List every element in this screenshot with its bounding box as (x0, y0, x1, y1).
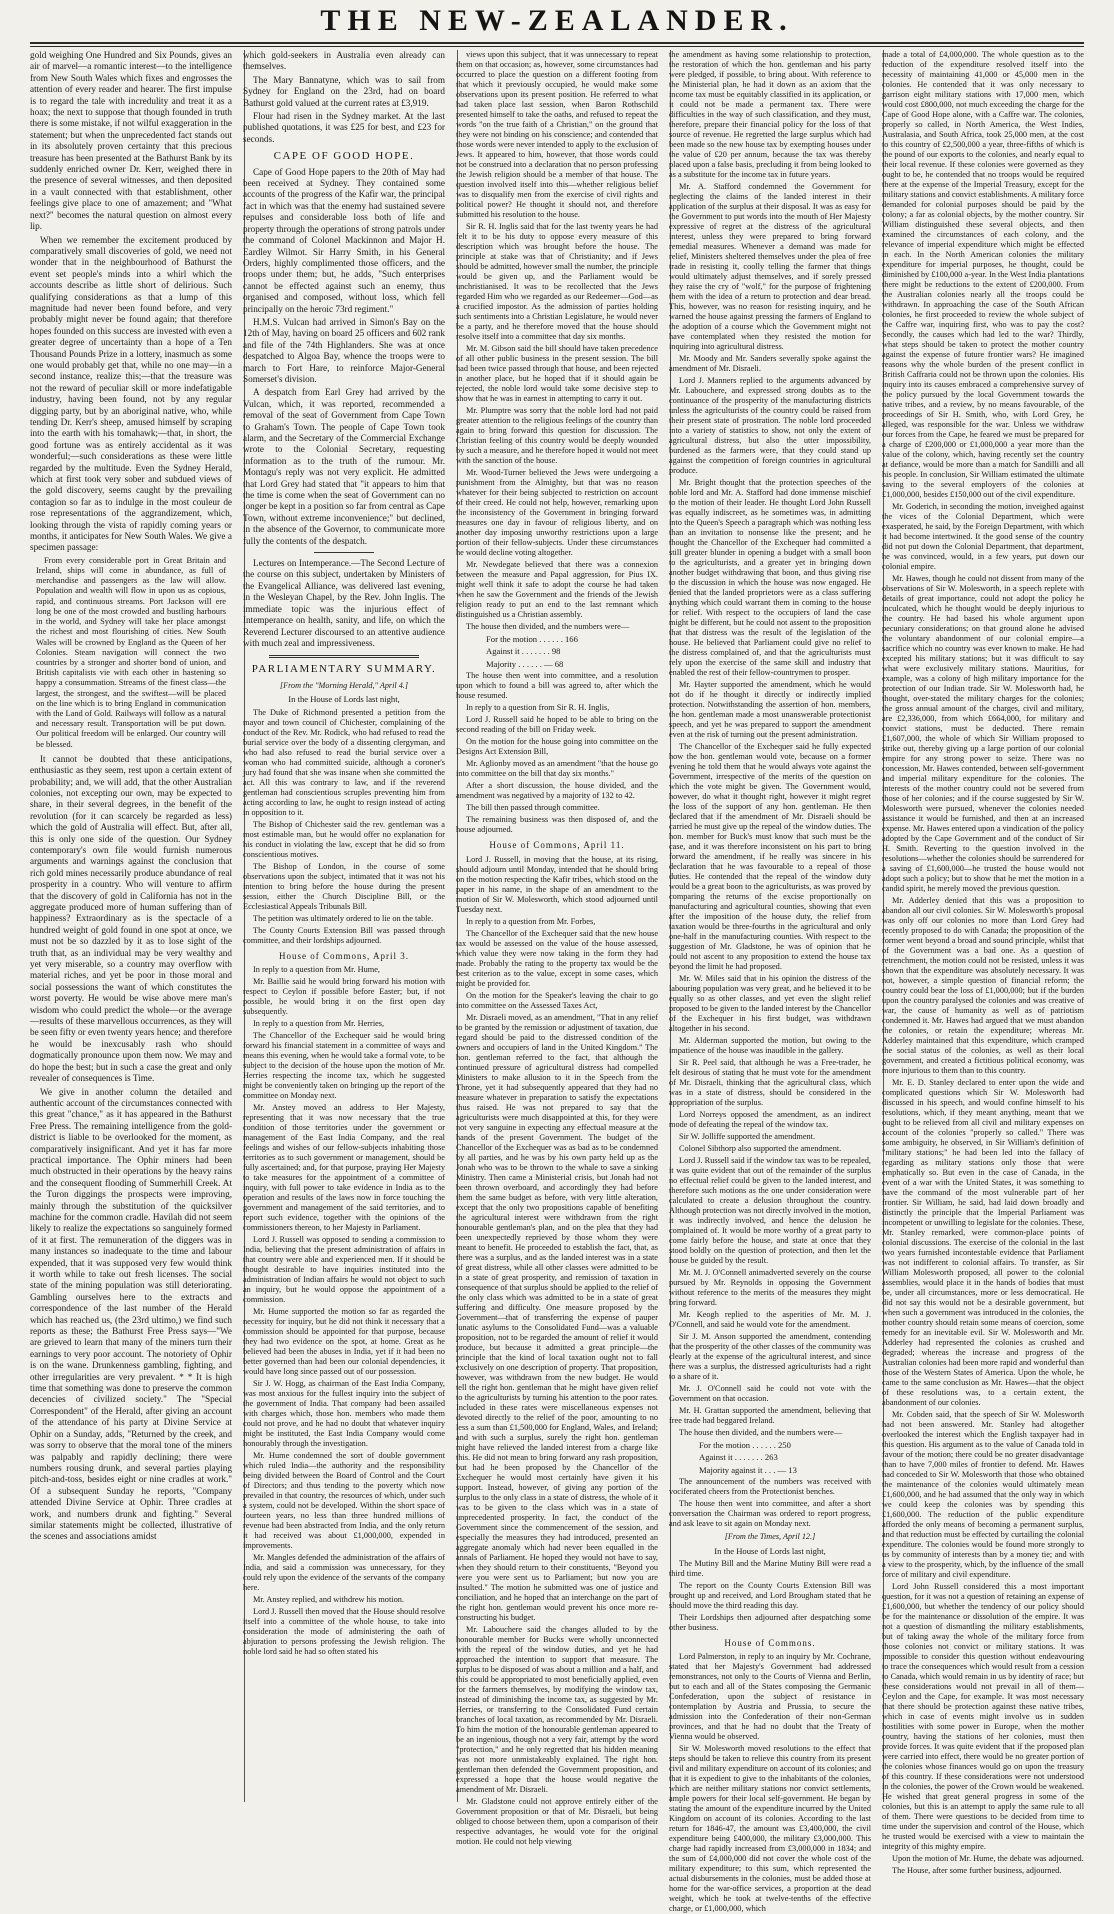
subsection-heading: House of Commons. (724, 1638, 816, 1649)
paragraph: Mr. Plumptre was sorry that the noble lord had not paid greater attention to the religious feelings of the country than again to bring forward this question for discussion. The Christian feeling of this country would be deeply wounded by such a measure, and he therefore hoped it would not meet with the sanction of the house. (456, 406, 658, 465)
paragraph: Mr. Cobden said, that the speech of Sir W. Molesworth had not been answered. Mr. Stanley had altogether overlooked the interest which the English taxpayer had in this question. His argument as to the value of Canada told in favour of the motion; there could be no greater disadvantage than to have 7,000 miles of frontier to defend. Mr. Hawes had conceded to Sir W. Molesworth that those who obtained the maintenance of the colonies would ultimately mean £1,600,000, and he had assumed that the only way in which we could keep the colonies was by spending this £1,600,000. The reduction of the public expenditure afforded the only means of becoming a permanent surplus, and that reduction must be effected by curtailing the colonial expenditure. The colonies would be found more strongly to us by community of interests than by a money tie; and with a view to the prosperity, which, by the influence of the small force of military and civil expenditure. (882, 1410, 1084, 1579)
column-4 (669, 50, 871, 1914)
column-1 (30, 50, 232, 1802)
division-result: Against it . . . . . . . 98 (486, 646, 561, 657)
paragraph: A despatch from Earl Grey had arrived by the Vulcan, which, it was reported, recommended a removal of the seat of Government from Cape Town to Graham's Town. The people of Cape Town took alarm, and the Secretary of the Commercial Exchange wrote to the Colonial Secretary, requesting information as to the truth of the rumour. Mr. Montagu's reply was not very explicit. He admitted that Lord Grey had stated that "it appears to him that the time is come when the seat of Government can no longer be kept in a position so far from central as Cape Town, without extreme inconvenience;" but declined, in the absence of the Governor, to communicate more fully the contents of the despatch. (243, 387, 445, 546)
paragraph: Flour had risen in the Sydney market. At the last published quotations, it was £25 for best, and £23 for seconds. (243, 111, 445, 144)
paragraph: Lord J. Russell said he hoped to be able to bring on the second reading of the bill on Friday week. (456, 715, 658, 735)
paragraph: On the motion for the Speaker's leaving the chair to go into committee on the Assessed Taxes Act, (456, 990, 658, 1010)
paragraph: Mr. A. Stafford condemned the Government for neglecting the claims of the landed interest in their application of the surplus at their disposal. It was as easy for the Government to put words into the mouth of Her Majesty expressive of regret at the distress of the agricultural interest, unless they were prepared to bring forward remedial measures. Whenever a demand was made for relief, Ministers sheltered themselves under the plea of free trade in resisting it, coolly telling the farmer that things would ultimately adjust themselves, and if sorely pressed they raise the cry of "wolf," for the purpose of frightening them with the idea of a return to protection and dear bread. This, however, was no reason for resisting inquiry, and he warned the house against pressing the farmers of England to the adoption of a course which the Government might not have contemplated when they resisted the motion for inquiring into agricultural distress. (669, 182, 871, 351)
paragraph: made a total of £4,000,000. The whole question as to the reduction of the expenditure resolved itself into the necessity of maintaining 41,000 or 45,000 men in the colonies. He contended that it was only necessary to garrison eight military stations with 17,000 men, which would cost £800,000, not much exceeding the charge for the Cape of Good Hope alone, with a Caffre war. The colonies, properly so called, in North America, the West Indies, Australasia, and South Africa, took 25,000 men, at the cost to this country of £2,500,000 a year, three-fifths of which is the pound of our exports to the colonies, and nearly equal to their local revenue. If these colonies were governed as they ought to be, he contended that no troops would be required there at the expense of the Imperial Treasury, except for the military stations and convict establishments. A military force demanded for colonial purposes should be paid by the colony; a far as colonial objects, by the mother country. Sir William distinguished these several objects, and then examined the circumstances of each colony, and the relevance of imperial expenditure which might be effected in each. In the North American colonies the military expenditure for imperial purposes, he thought, could be diminished by £100,000 a-year. In the West India plantations there might be reductions to the extent of £200,000. From the Australian colonies nearly all the troops could be withdrawn. In approaching the case of the South African colonies, he first proceeded to review the whole subject of the Caffre war, inquiring first, who was to pay the cost? Secondly, the causes which had led to the war? Thirdly, what steps should be taken to protect the mother country against the expense of future frontier wars? He imagined reasons why the whole burden of the present conflict in British Caffraria could not be thrown upon the colonies. His inquiry into its causes embraced a comprehensive survey of the policy pursued by the local Government towards the native tribes, and a review, by no means favourable, of the proceedings of Sir H. Smith, who, with Lord Grey, he alleged, was responsible for the war. Unless we withdraw our forces from the Cape, he feared we must be prepared for a charge of £200,000 or £1,000,000 a year more than the value of the colony, which, having recently set the country at defiance, would be more than a match for Sandilli and all his people. In conclusion, Sir William estimated the ultimate saving to the several employers of the colonies at £1,000,000, besides £150,000 out of the civil expenditure. (882, 50, 1084, 499)
paragraph: Mr. H. Grattan supported the amendment, believing that free trade had beggared Ireland. (669, 1406, 871, 1425)
column-2 (243, 50, 445, 1802)
section-separator (314, 552, 374, 553)
paragraph: Sir J. M. Anson supported the amendment, contending that the prosperity of the other classes of the community was clearly at the expense of the agricultural interest, and since there was a surplus, the distressed agriculturists had a right to a share of it. (669, 1332, 871, 1381)
division-result: Majority against it . . . — 13 (699, 1464, 797, 1475)
column-5 (882, 50, 1084, 1875)
paragraph: Colonel Sibthorp also supported the amendment. (679, 1144, 842, 1153)
paragraph: In reply to a question from Sir R. H. Inglis, (466, 703, 610, 713)
paragraph: Mr. Hayter supported the amendment, which he would not do if he thought it directly or indirectly implied protection. Notwithstanding the assertion of hon. members, the hon. gentleman made a most unanswerable protectionist speech, and yet he was prepared to support the amendment even at the risk of turning out the present administration. (669, 680, 871, 739)
masthead (0, 0, 1114, 40)
paragraph: Mr. J. O'Connell said he could not vote with the Government on that occasion. (669, 1384, 871, 1403)
paragraph: The Bishop of Chichester said the rev. gentleman was a most estimable man, but he would offer no explanation for his conduct in violating the law, except that he did so from conscientious motives. (243, 819, 445, 859)
paragraph: The petition was ultimately ordered to lie on the table. (253, 913, 434, 923)
paragraph: Mr. Aglionby moved as an amendment "that the house go into committee on the bill that day six months." (456, 759, 658, 779)
paragraph: It cannot be doubted that these anticipations, enthusiastic as they seem, rest upon a certain extent of probability; and, we will add, that the other Australian colonies, not excepting our own, may be expected to share, in their several degrees, in the benefit of the revolution (for it can scarcely be regarded as less) which the gold of Australia will effect. But, after all, this is only one side of the question. Our Sydney contemporary's own file would furnish numerous arguments and warnings against the conclusion that rich gold mines necessarily produce abundance of real prosperity in a country. Who will venture to affirm that the discovery of gold in California has not in the aggregate produced more of human suffering than of happiness? Extraordinary as is the spectacle of a hundred weight of gold found in one spot at once, we must not be so dazzled by it as to lose sight of the truth that, as an individual may be very wealthy and yet very miserable, so a country may overflow with material riches, and yet be poor in those moral and social possessions the want of which constitutes the worst poverty. He would be wise above mere man's wisdom who could predict the whole—or the average—results of these marvellous occurrences, as they will be seen fifty or even twenty years hence; and therefore he would be inexcusably rash who should dogmatically pronounce upon them now. We may and do hope the best; but in such a case the great and only revealer of consequences is Time. (30, 753, 232, 1084)
paragraph: The County Courts Extension Bill was passed through committee, and their lordships adjourned. (243, 925, 445, 945)
paragraph: On the motion for the house going into committee on the Designs Act Extension Bill, (456, 737, 658, 757)
paragraph: Mr. E. D. Stanley declared to enter upon the wide and complicated questions which Sir W. Molesworth had discussed in his speech, and would confine himself to his resolutions, which, if they meant anything, meant that we ought to be relieved from all civil and military expenses on account of the colonies "properly so called." There was some ambiguity, he observed, in Sir William's definition of "military stations;" he had been led into the fallacy of regarding as military stations only those that were emphatically so. But even in the case of Canada, in the event of a war with the United States, it was something to have the command of the most vulnerable part of her frontier. Sir William, he said, had laid down broadly and distinctly the principle that the Imperial Parliament was incompetent or unwilling to legislate for the colonies. These, Mr. Stanley remarked, were common-place points of colonial discussions. The exercise of the colonial in the last two years furnished incontestable evidence that Parliament was not indifferent to colonial affairs. To transfer, as Sir William Molesworth proposed, all power to the colonial assemblies, would place it in the hands of bodies that must be, under all circumstances, more or less democratical. He did not say this would not be a desirable government, but when such a government was introduced in the colonies, the mother country should retain some means of coercion, some remedy for an inevitable evil. Sir W. Molesworth and Mr. Adderley had represented the colonies as crushed and degraded; whereas the increase and progress of the Australian colonies had been more rapid and wonderful than those of the Western States of America. Upon the whole, he came to the same conclusion as Mr. Hawes—that the object of these resolutions was, to a certain extent, the abandonment of our colonies. (882, 1078, 1084, 1407)
columns (30, 50, 1084, 1914)
paragraph: Mr. Keogh replied to the asperities of Mr. M. J. O'Connell, and said he would vote for the amendment. (669, 1310, 871, 1329)
paragraph: Lectures on Intemperance.—The Second Lecture of the course on this subject, undertaken by Ministers of the Evangelical Alliance, was delivered last evening, in the Wesleyan Chapel, by the Rev. John Inglis. The immediate topic was the injurious effect of Intemperance on health, sanity, and life, on which the Reverend Lecturer discoursed to an attentive audience with much zeal and impressiveness. (243, 558, 445, 648)
paragraph: Mr. Mangles defended the administration of the affairs of India, and said a commission was unnecessary, for they could rely upon the evidence of the servants of the company here. (243, 1552, 445, 1592)
paragraph: Lord Palmerston, in reply to an inquiry by Mr. Cochrane, stated that her Majesty's Government had addressed remonstrances, not only to the Courts of Vienna and Berlin, but to each and all of the States composing the Germanic Confederation, upon the subject of resistance in contemplation by Austria and Prussia, to secure the admission into the Confederation of their non-German provinces, and that he had no doubt that the Treaty of Vienna would be observed. (669, 1652, 871, 1742)
paragraph: Sir R. Peel said, that although he was a Free-trader, he felt desirous of stating that he must vote for the amendment of Mr. Disraeli, thinking that the agricultural class, which was in a state of distress, should be considered in the appropriation of the surplus. (669, 1058, 871, 1107)
division-result: Against it . . . . . . . 263 (699, 1452, 778, 1463)
paragraph: The bill then passed through committee. (466, 803, 600, 813)
paragraph: The Duke of Richmond presented a petition from the mayor and town council of Chichester, complaining of the conduct of the Rev. Mr. Rodick, who had refused to read the burial service over the body of a dissenting clergyman, and who had also refused to read the burial service over a woman who had committed suicide, although a coroner's jury had found that she was insane when she committed the act. All this was contrary to law, and if the reverend gentleman had conscientious scruples preventing him from acting according to law, he ought to resign instead of acting in opposition to it. (243, 707, 445, 817)
paragraph: Sir W. Molesworth moved resolutions to the effect that steps should be taken to relieve this country from its present civil and military expenditure on account of its colonies; and that it is expedient to give to the inhabitants of the colonies, which are neither military stations nor convict settlements, ample powers for their local self-government. He began by stating the amount of the expenditure incurred by the United Kingdom on account of its colonies. According to the last return for 1846-47, the amount was £3,400,000, the civil expenditure being £400,000, the military £3,000,000. This charge had rapidly increased from £3,000,000 in 1834; and the sum of £4,000,000 did not cover the whole cost of the military expenditure; to this sum, which represented the actual disbursements in the colonies, must be added those at home for the war-office services, a proportion at the dead weight, which he took at twelve-tenths of the effective charge, or £1,000,000, which (669, 1744, 871, 1914)
paragraph: Mr. W. Miles said that in his opinion the distress of the labouring population was very great, and he believed it to be equally so as other classes, and yet even the slight relief proposed to be given to the landed interest by the Chancellor of the Exchequer in his first budget, was withdrawn altogether in his second. (669, 974, 871, 1033)
paragraph: Mr. Bright thought that the protection speeches of the noble lord and Mr. A. Stafford had done immense mischief to the motion of their leader. He thought Lord John Russell was equally indiscreet, as he sometimes was, in admitting into the Queen's Speech a paragraph which was nothing less than an invitation to nonsense like the present; and he thought the Chancellor of the Exchequer had committed a still greater blunder in opening a budget with a small boon to the agriculturists, and a greater yet in bringing down another budget withdrawing that boon, and thus giving rise to the discussion in which the house was now engaged. He denied that the landed proprietors were as a class suffering anything which could warrant them in coming to the house for relief. With respect to the occupiers of land the case might be different, but he could not assent to the proposition that that distress was the result of the legislation of the house. He believed that Parliament could give no relief to the distress complained of, and that the agriculturists must rely upon the exercise of the same skill and industry that enabled the rest of their fellow-countrymen to prosper. (669, 478, 871, 677)
subhead: In the House of Lords last night, (288, 694, 400, 705)
subsection-heading: House of Commons, April 11. (489, 840, 625, 851)
column-3 (456, 50, 658, 1846)
double-separator (269, 655, 419, 658)
paragraph: The remaining business was then disposed of, and the house adjourned. (456, 815, 658, 835)
paragraph: Lord John Russell considered this a most important question, for it was not a question of retaining an expense of £1,600,000, but whether the tendency of our policy should be for the maintenance or dissolution of the empire. It was not a question of dismantling the military establishments, but of taking away the whole of the military force from those colonies not convict or military stations. It was impossible to consider this question without endeavouring to trace the consequences which would result from a cession to Canada, which would remain in us by identity of race; but these considerations would not prevail in all of them—Ceylon and the Cape, for example. It was most necessary that there should be protection against these native tribes, which in case of events might involve us in sudden hostilities with some power in Europe, when the mother country, having the stations of her colonies, must then provide forces. It was quite evident that if the proposed plan were carried into effect, there would be no greater portion of the colonies whose finances would go on upon the treasury of this country. If these considerations were not understood in the colonies, the power of the Crown would be weakened. He wished that great general progress in some of the colonies, but this is an attempt to apply the same rule to all of them. There were questions to be decided from time to time under the supervision and control of the House, which he trusted would be exercised with a view to maintain the integrity of this mighty empire. (882, 1582, 1084, 1851)
paragraph: The House, after some further business, adjourned. (892, 1866, 1062, 1875)
paragraph: The house then went into committee, and a resolution upon which to found a bill was agreed to, after which the house resumed. (456, 671, 658, 701)
paragraph: Mr. Disraeli moved, as an amendment, "That in any relief to be granted by the remission or adjustment of taxation, due regard should be paid to the distressed condition of the owners and occupiers of land in the United Kingdom." The hon. gentleman referred to the fact, that although the continued pressure of agricultural distress had compelled Ministers to make allusion to it in the Speech from the Throne, yet it had subsequently appeared that they had no measure whatever in preparation to satisfy the expectations thus raised. He was not prepared to say that the agriculturists were much disappointed at this, for they were not very sanguine in expecting any effectual measure at the hands of the present Government. The budget of the Chancellor of the Exchequer was as bad as to be condemned by all parties, and he was by his own party held up as the Jonah who was to be thrown to the whale to save a sinking Ministry. Then came a Ministerial crisis, but Jonah had not been thrown overboard, and accordingly they had before them the same budget as before, with very little alteration, except that the only two propositions capable of benefiting the agricultural interest were withdrawn from the right honourable gentleman's plan, and on the plea that they had been unexpectedly reprieved by those whom they were meant to benefit. He proceeded to establish the fact, that, as there was a surplus, and as the landed interest was in a state of great distress, while all other classes were admitted to be in a state of great prosperity, and remission of taxation in consequence of that surplus should be applied to the relief of the only class which was admitted to be in a state of great suffering and difficulty. One measure proposed by the Government—that of transferring the expense of pauper lunatic asylums to the Consolidated Fund—was a valuable proposition, not to be regarded the amount of relief it would produce, but because it admitted a great principle—the principle that the kind of local taxation ought not to fall exclusively on one description of property. That proposition, however, was withdrawn from the new budget. He would tell the right hon. gentleman that he might have given relief to the agriculturists by turning his attention to the poor rates. Included in these rates were miscellaneous expenses not devoted directly to the relief of the poor, amounting to no less a sum than £1,500,000 for England, Wales, and Ireland; and with such a surplus, surely the right hon. gentleman might have relieved the landed interest from a charge like this. He did not mean to bring forward any rash proposition, but had he been proposed by the Chancellor of the Exchequer he would most certainly have given it his support. Instead, however, of giving any portion of the surplus to the only class in a state of distress, the whole of it was to be given to the class which was in a state of unprecedented prosperity. In fact, the conduct of the Government since the commencement of the session, and especially the measures they had introduced, presented an aggregate anomaly which had never been equalled in the annals of Parliament. He hoped they would not have to say, when they should return to their constituents, "Beyond you were you were sent us to Parliament; but now you are insulted." The motion he submitted was one of justice and conciliation, and he hoped that an interchange on the part of the right hon. gentleman would prevent his once more re-constructing his budget. (456, 1012, 658, 1622)
paragraph: Mr. Adderley denied that this was a proposition to abandon all our civil colonies. Sir W. Molesworth's proposal was only off our colonies no more than Lord Grey had recently proposed to do with Canada; the proposition of the former went beyond a broad and sound principle, whilst that of the Government was a bad one. As a question of retrenchment, the motion could not be resisted, unless it was shown that the expenditure was absolutely necessary. It was not, however, a simple question of financial reform; the country could bear the loss of £1,000,000; but if the burden upon the country paralysed the colonies and was creative of war, the cause of humanity as well as of patriotism condemned it. Mr. Hawes had argued that we must abandon the colonies, or retain the expenditure; whereas Mr. Adderley maintained that this expenditure, which cramped the social status of the colonies, as well as their local government, and created a fictitious political economy, was more injurious to them than to this country. (882, 896, 1084, 1075)
paragraph: Mr. M. Gibson said the bill should have taken precedence of all other public business in the present session. The bill had been twice passed through that house, and been rejected in another place, but he hoped that if it should again be rejected, the noble lord would take some decisive step to show that he was in earnest in attempting to carry it out. (456, 344, 658, 403)
paragraph: Mr. Moody and Mr. Sanders severally spoke against the amendment of Mr. Disraeli. (669, 354, 871, 373)
paragraph: Mr. Goderich, in seconding the motion, inveighed against the vices of the Colonial Department, which were exasperated, he said, by the Foreign Department, with which it had become intertwined. It the good sense of the country did not put down the Colonial Department, that department, he was convinced, would, in a few years, put down our colonial empire. (882, 502, 1084, 571)
paragraph: Their Lordships then adjourned after despatching some other business. (669, 1613, 871, 1633)
paragraph: Lord J. Russell then moved that the House should resolve itself into a committee of the whole house, to take into consideration the mode of administering the oath of abjuration to persons professing the Jewish religion. The noble lord said he had so often stated his (243, 1606, 445, 1656)
paragraph: The house then went into committee, and after a short conversation the Chairman was ordered to report progress, and ask leave to sit again on Monday next. (669, 1499, 871, 1529)
paragraph: The Mary Bannatyne, which was to sail from Sydney for England on the 23rd, had on board Bathurst gold valued at the current rates at £3,919. (243, 74, 445, 108)
paragraph: Cape of Good Hope papers to the 20th of May had been received at Sydney. They contained some accounts of the progress of the Kafir war, the principal fact in which was that the enemy had sustained severe repulses and considerable loss both of life and property through the operations of strong patrols under the command of Colonel Mackinnon and Major H. Eardley Wilmot. Sir Harry Smith, in his General Orders, highly complimented those officers, and the troops under them; but, he adds, "Such enterprises cannot be effected against such an enemy, thus organised and composed, without loss, which fell principally on the heroic 73rd regiment." (243, 166, 445, 314)
source-byline: [From the "Morning Herald," April 4.] (279, 680, 409, 690)
paragraph: Lord J. Manners replied to the arguments advanced by Mr. Labouchere, and expressed strong doubts as to the continuance of the prosperity of the manufacturing districts unless the agriculturists of the country could be raised from their present state of prostration. The noble lord proceeded into a variety of statistics to show, not only the extent of agricultural distress, but also the utter impossibility, burdened as the farmers were, that they could stand up against the competition of foreign countries in agricultural produce. (669, 376, 871, 475)
source-byline: [From the Times, April 12.] (724, 1532, 816, 1542)
paragraph: Mr. Labouchere said the changes alluded to by the honourable member for Bucks were wholly unconnected with the repeal of the window duties, and yet he had approached the intention to support that measure. The surplus to be disposed of was about a million and a half, and this could be appropriated to most beneficially applied, even for the farmers themselves, by modifying the window tax, instead of diminishing the income tax, as suggested by Mr. Herries, or transferring to the Consolidated Fund certain branches of local taxation, as recommended by Mr. Disraeli. To him the motion of the honourable gentleman appeared to be an ingenious, though not a very fair, attempt by the word "protection," and he only regretted that his hidden meaning was not more unmistakeably explained. The right hon. gentleman then defended the Government proposition, and expressed a hope that the house would negative the amendment of Mr. Disraeli. (456, 1624, 658, 1794)
paragraph: Mr. Wood-Turner believed the Jews were undergoing a punishment from the Almighty, but that was no reason whatever for their being subjected to restriction on account of their creed. He could not help, however, remarking upon the inconsistency of the Government in bringing forward measures one day in favour of religious liberty, and on another day imposing unworthy restrictions upon a large portion of their fellow-subjects. Under these circumstances he would decline voting altogether. (456, 468, 658, 557)
division-result: Majority . . . . . . — 68 (486, 658, 564, 669)
paragraph: Mr. Hume condemned the sort of double government which ruled India—the authority and the responsibility being divided between the Board of Control and the Court of Directors; and thus tending to the poverty which now prevailed in that country, the resources of which, under such a system, could not be developed. Within the short space of fourteen years, no less than three hundred millions of revenue had been abstracted from India, and the only return it had received was about £1,000,000, expended in improvements. (243, 1450, 445, 1550)
paragraph: Mr. Anstey moved an address to Her Majesty, representing that it was now necessary that the true condition of those territories under the government or management of the East India Company, and the real feelings and wishes of our fellow-subjects inhabiting those territories as to such government or management, should be fully ascertained; and, for that purpose, praying Her Majesty to take measures for the appointment of a committee of inquiry, with full power to take evidence in India as to the operation and results of the laws now in force touching the government and management of the said territories, and to report such evidence, together with the opinions of the commissioners thereon, to her Majesty in Parliament. (243, 1102, 445, 1232)
division-result: For the motion . . . . . . 250 (699, 1440, 791, 1450)
paragraph: Mr. Gladstone could not approve entirely either of the Government proposition or that of Mr. Disraeli, but being obliged to choose between them, upon a comparison of their respective advantages, he would vote for the original motion. He could not help viewing (456, 1796, 658, 1846)
paragraph: The Mutiny Bill and the Marine Mutiny Bill were read a third time. (669, 1559, 871, 1579)
paragraph: Lord J. Russell, in moving that the house, at its rising, should adjourn until Monday, intended that he should bring on the motion respecting the Kafir tribes, which stood on the paper in his name, in the shape of an amendment to the motion of Sir W. Molesworth, which stood adjourned until Tuesday next. (456, 854, 658, 914)
paragraph: After a short discussion, the house divided, and the amendment was negatived by a majority of 132 to 42. (456, 781, 658, 801)
paragraph: The report on the County Courts Extension Bill was brought up and received, and Lord Brougham stated that he should move the third reading this day. (669, 1581, 871, 1611)
paragraph: In reply to a question from Mr. Hume, (253, 964, 380, 974)
paragraph: We give in another column the detailed and authentic account of the circumstances connected with this great "chance," as it has appeared in the Bathurst Free Press. The remaining intelligence from the gold-district is liable to be overlooked for the moment, as comparatively insignificant. And yet it has far more practical importance. The Ophir miners had been much obstructed in their operations by the heavy rains and the consequent flooding of Summerhill Creek. At the Turon diggings the prospects were improving, mainly through the substitution of the quicksilver machine for the common cradle. Havilah did not seem likely to realize the expectations so sanguinely formed of it at first. The remuneration of the diggers was in many instances so inadequate to the time and labour expended, that it was supposed very few would think it worth while to take out fresh licenses. The social state of the mining population was still deteriorating. Gambling ourselves here to the extracts and correspondence of the last number of the Herald which has reached us, (the 23rd ultimo,) we find such reports as these; the Bathurst Free Press says—"We are grieved to learn that many of the miners turn their earnings to very poor account. The notoriety of Ophir is on the wane. Drunkenness gambling, fighting, and other irregularities are very prevalent. * * It is high time that something was done to preserve the common decencies of civilized society." The "Special Correspondent" of the Herald, after giving an account of the attendance of his party at Divine Service at Ophir on a Sunday, adds, "Returned by the creek, and was sorry to observe that the moral tone of the miners was palpably and rapidly declining; there were numbers rousing drunk, and several parties playing pitch-and-toss, besides eight or nine cradles at work." Of a subsequent Sunday he reports, "Company attended Divine Service at Ophir. Three cradles at work, and numbers drunk and fighting." Several similar statements might be collected, illustrative of the scenes and associations amidst (30, 1086, 232, 1542)
paragraph: which gold-seekers in Australia even already can themselves. (243, 50, 445, 72)
paragraph: Mr. Hume supported the motion so far as regarded the necessity for inquiry, but he did not think it necessary that a commission should be appointed for that purpose, because they had two evidence on the spot, at home. Great as he believed had been the abuses in India, yet if it had been no better governed than had been our colonial dependencies, it would have long since passed out of our possession. (243, 1306, 445, 1376)
paragraph: Mr. Baillie said he would bring forward his motion with respect to Ceylon if possible before Easter; but, if not possible, he would bring it on the first open day subsequently. (243, 976, 445, 1016)
paragraph: Sir R. H. Inglis said that for the last twenty years he had felt it to be his duty to oppose every measure of this description which was brought before the house. The principle at stake was that of Christianity; and if Jews should be admitted, however small the number, the principle would be given up, and the Parliament would be unchristianised. It was to be recollected that the Jews regarded Him who we regarded as our Redeemer—God—as a crucified impostor. As the admission of parties holding such sentiments into a Christian Legislature, he would never be a party, and he therefore moved that the house should resolve itself into a committee that day six months. (456, 222, 658, 341)
paragraph: The announcement of the numbers was received with vociferated cheers from the Protectionist benches. (669, 1477, 871, 1497)
paragraph: Mr. Hawes, though he could not dissent from many of the observations of Sir W. Molesworth, in a speech replete with details of great importance, could not adopt the policy he inculcated, which he thought would be deeply injurious to the country. He had based his whole argument upon pecuniary considerations; on that ground alone he advised the voluntary abandonment of our colonial empire—a sacrifice which no country was ever known to make. He had excepted his military stations; but it was difficult to say what were exclusively military stations. Mauritius, for example, was a colony of high military importance for the protection of our Indian trade. Sir W. Molesworth had, he thought, over-stated the military charges for the colonies; the gross annual amount of the charges, civil and military, are £2,336,000, from which £664,000, for military and convict stations, must be deducted. There remain £1,607,000, the whole of which Sir William proposed to strike out, thereby giving up a large portion of our colonial empire for any strong power to seize. There was no concession, Mr. Hawes contended, between self-government and imperial military expenditure for the colonies. The interests of the mother country could not be severed from those of her colonies; and if the course suggested by Sir W. Molesworth were pursued, whenever the colonies needed assistance it would be furnished, and then at an increased expense. Mr. Hawes entered upon a vindication of the policy adopted by the Cape Government and of the conduct of Sir H. Smith. Reverting to the question involved in the resolutions—whether the colonies should be surrendered for a saving of £1,600,000—he trusted the house would not adopt such a policy; but to show that he met the motion in a candid spirit, he merely moved the previous question. (882, 574, 1084, 893)
masthead-title: THE NEW-ZEALANDER. (320, 4, 794, 37)
paragraph: The Chancellor of the Exchequer said he fully expected how the hon. gentleman would vote, because on a former evening he told them that he would always vote against the Government, irrespective of the merits of the question on which the vote might be given. The Government would, however, do what it thought right, however it might regret the loss of the support of any hon. gentleman. He then declared that if the amendment of Mr. Disraeli should be carried he must give up the repeal of the window duties. The hon. member for Buck's must know that such must be the case, and it was therefore inconsistent on his part to bring forward the amendment, if he really was sincere in his declaration that he was favourable to a repeal of those duties. He contended that the repeal of the window duty would be a great boon to the agriculturists, as was proved by comparing the returns of the excise proportionally on manufacturing and agricultural counties, showing that even after the imposition of the house duty, the relief from taxation would be three-fourths in the agricultural and only one-half in the manufacturing counties. With respect to the suggestion of Mr. Gladstone, he was of opinion that he could not ascent to any proposition to extend the house tax beyond the limit he had proposed. (669, 742, 871, 971)
paragraph: Mr. Alderman supported the motion, but owing to the impatience of the house was inaudible in the gallery. (669, 1036, 871, 1055)
paragraph: Lord J. Russell said if the window tax was to be repealed, it was quite evident that out of the remainder of the surplus no effectual relief could be given to the landed interest, and therefore such motions as the one under consideration were calculated to create a delusion throughout the country. Although protection was not directly involved in the motion, it was indirectly involved, and hence the delusion he complained of. It would be more worthy of a great party to come fairly before the house, and state at once that they stood boldly on the question of protection, and then let the house be guided by the result. (669, 1156, 871, 1265)
paragraph: Mr. Newdegate believed that there was a connexion between the measure and Papal aggression, for Pius IX. might well think it safe to adopt the course he had taken when he saw the Government and the friends of the Jewish religion ready to put an end to the last remnant which distinguished us a Christian assembly. (456, 560, 658, 619)
paragraph: The Chancellor of the Exchequer said he would bring forward his financial statement in a committee of ways and means this evening, when he would take a formal vote, to be subject to the decision of the house upon the motion of Mr. Herries respecting the income tax, which he suggested might be conveniently taken on bringing up the report of the committee on Monday next. (243, 1030, 445, 1100)
quoted-passage: From every considerable port in Great Britain and Ireland, ships will come in abundance, as full of merchandise and passengers as the law will allow. Population and wealth will flow in upon us as copious, rapid, and continuous streams. Port Jackson will ere long be one of the most crowded and bustling harbours in the world, and Sydney will take her place amongst the richest and most flourishing of cities. New South Wales will be crowned by England as the Queen of her Colonies. Steam navigation will connect the two countries by a stronger and shorter bond of union, and British capitalists vie with each other in hastening so happy a consummation. Streams of the finest class—the largest, the strongest, and the swiftest—will be placed on the line which is to bring England in communication with the Land of Gold. Railways will follow as a natural and necessary result. Transportation will be put down. Our political freedom will be enlarged. Our country will be blessed. (36, 555, 226, 749)
paragraph: H.M.S. Vulcan had arrived in Simon's Bay on the 12th of May, having on board 25 officers and 602 rank and file of the 74th Highlanders. She was at once despatched to Algoa Bay, whence the troops were to march to Fort Hare, to reinforce Major-General Somerset's division. (243, 316, 445, 384)
section-heading: PARLIAMENTARY SUMMARY. (251, 663, 437, 676)
subhead: In the House of Lords last night, (714, 1545, 826, 1556)
paragraph: Lord Norreys opposed the amendment, as an indirect mode of defeating the repeal of the window tax. (669, 1110, 871, 1129)
paragraph: the amendment as having some relationship to protection, the restoration of which the hon. gentleman and his party were pledged, if possible, to bring about. With reference to the Ministerial plan, he had it down as an axiom that the income tax must be equitably classified in its application, or it could not be made a permanent tax. There were difficulties in the way of such classification, and they must, therefore, prepare their financial policy for the loss of that source of revenue. He regretted the large surplus which had been made so the new house tax by exempting houses under the value of £20 per annum, because the tax was thereby placed upon a false basis, precluding it from being looked to as a substitute for the income tax in future years. (669, 50, 871, 179)
masthead-rule-bottom (30, 46, 1084, 47)
division-result: For the motion . . . . . . 166 (486, 634, 578, 644)
section-heading: CAPE OF GOOD HOPE. (273, 150, 415, 163)
subsection-heading: House of Commons, April 3. (278, 950, 409, 961)
paragraph: Sir J. W. Hogg, as chairman of the East India Company, was most anxious for the fullest inquiry into the subject of the government of India. That company had been assailed with charges which, those hon. members who made them could not prove, and he had no doubt that whatever inquiry might be instituted, the East India Company would come honourably through the investigation. (243, 1378, 445, 1448)
paragraph: In reply to a question from Mr. Forbes, (466, 916, 596, 926)
paragraph: Upon the motion of Mr. Hume, the debate was adjourned. (892, 1854, 1084, 1863)
masthead-rule-top (30, 42, 1084, 44)
paragraph: In reply to a question from Mr. Herries, (253, 1018, 385, 1028)
paragraph: The Bishop of London, in the course of some observations upon the subject, intimated that it was not his intention to bring before the house during the present session, either the Church Discipline Bill, or the Ecclesiastical Appeals Tribunals Bill. (243, 861, 445, 911)
paragraph: Lord J. Russell was opposed to sending a commission to India, believing that the present administration of affairs in that country were able and experienced men. If it should be thought desirable to have inquiries instituted into the administration of Indian affairs he would not object to such an inquiry, but he would oppose the appointment of a commission. (243, 1234, 445, 1304)
paragraph: views upon this subject, that it was unnecessary to repeat them on that occasion; as, however, some circumstances had occurred to place the question on a different footing from that which it previously occupied, he would make some observations upon its present position. He referred to what had taken place last session, when Baron Rothschild presented himself to take the oaths, and refused to repeat the words "on the true faith of a Christian," on the ground that they were not binding on his conscience; and contended that those words were never intended to apply to the exclusion of Jews. It appeared to him, however, that those words could not be construed into a declaration that no person professing the Jewish religion should be a member of that house. The question involved itself into this—whether religious belief was to disqualify men from the exercise of civil rights and political power? He thought it should not, and therefore submitted his resolution to the house. (456, 50, 658, 219)
paragraph: The house then divided, and the numbers were— (466, 622, 630, 631)
paragraph: When we remember the excitement produced by comparatively small discoveries of gold, we need not wonder that in the neighbourhood of Bathurst the event set people's minds into a whirl which the accounts describe as little short of delirious. Such qualifying considerations as that a lump of this magnitude had never been found before, and very probably might never be found again; that therefore hopes founded on this success are invested with even a greater degree of uncertainty than a hope of a Ten Thousand Pounds Prize in a lottery, inasmuch as some one would probably get that, while no one may—in a second instance, realize this;—that the treasure was not the reward of peculiar skill or more indefatigable industry, having been found, not by any regular digging party, but by an aboriginal native, who, while tending Dr. Kerr's sheep, amused himself by scraping into the earth with his tomahawk;—that, in short, the good fortune was as entirely accidental as it was wonderful;—such considerations as these were little regarded by the multitude. Even the Sydney Herald, which at first took very sober and subdued views of the gold discovery, seems caught by the prevailing contagion so far as to indulge in the most couleur de rose representations of the aggrandizement, which, looking through the vista of rapidly coming years or months, it anticipates for New South Wales. We give a specimen passage: (30, 234, 232, 553)
paragraph: Mr. M. J. O'Connell animadverted severely on the course pursued by Mr. Reynolds in opposing the Government without reference to the merits of the measures they might bring forward. (669, 1268, 871, 1307)
paragraph: The house then divided, and the numbers were— (679, 1428, 843, 1437)
paragraph: Sir W. Jolliffe supported the amendment. (679, 1132, 816, 1141)
paragraph: The Chancellor of the Exchequer said that the new house tax would be assessed on the value of the house assessed, which value they were now taking in the form they had made. Probably the rating to the property tax would be the best criterion as to the value, except in some cases, which might be provided for. (456, 928, 658, 988)
paragraph: gold weighing One Hundred and Six Pounds, gives an air of marvel—a romantic interest—to the intelligence from New South Wales which fixes and engrosses the attention of every reader and hearer. The first impulse is to regard the tale with incredulity and treat it as a hoax; the next to suppose that though founded in truth there is some mistake, if not wilful exaggeration in the statement; but when the unprecedented fact stands out in its absolutely proven certainty that this precious treasure has been presented at the Bathurst Bank by its suddenly enriched owner Dr. Kerr, weighed there in the presence of several witnesses, and then deposited in a vault connected with that establishment, other feelings give place to one of amazement; and "What next?" becomes the natural question on almost every lip. (30, 50, 232, 232)
paragraph: Mr. Anstey replied, and withdrew his motion. (253, 1594, 404, 1604)
